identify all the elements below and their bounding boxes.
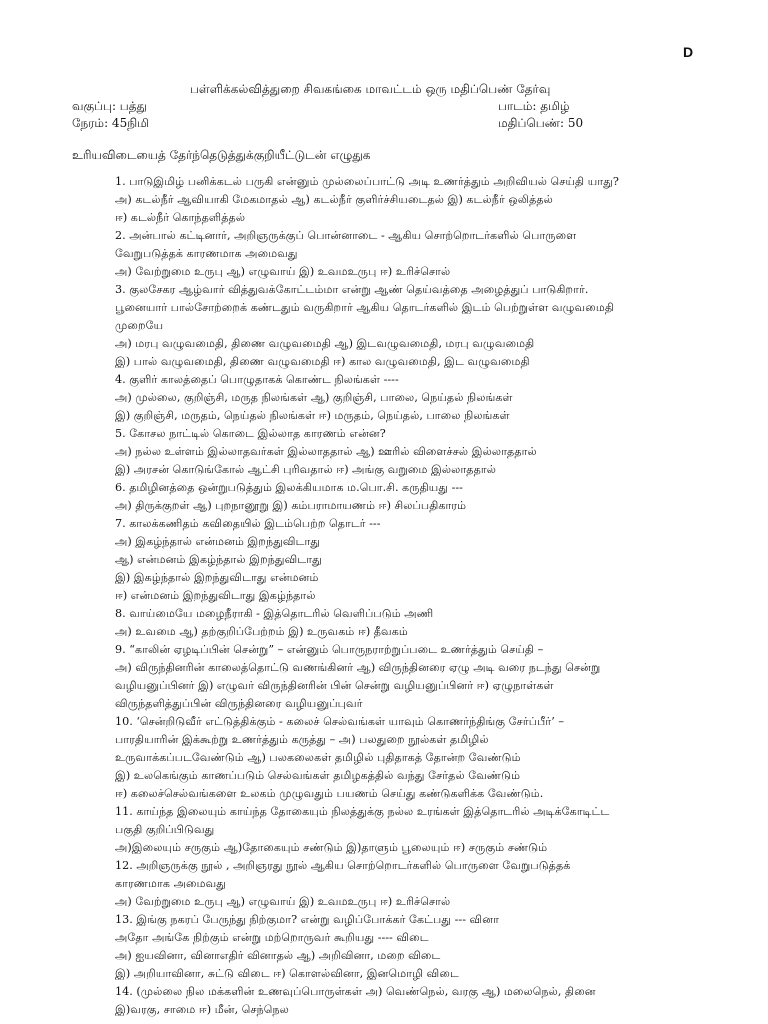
option-line: அ)இலையும் சருகும் ஆ)தோகையும் சண்டும் இ)தாளும் பூலையும் ஈ) சருகும் சண்டும்	[115, 841, 548, 854]
option-line: அ) நல்ல உள்ளம் இல்லாதவர்கள் இல்லாததால் ஆ) ஊரில் விளைச்சல் இல்லாததால்	[115, 445, 537, 458]
option-line: அ) ஐயவினா, வினாஎதிர் வினாதல் ஆ) அறிவினா, மறை விடை	[115, 949, 441, 962]
question-line: பூனையார் பால்சோற்றைக் கண்டதும் வருகிறார் ஆகிய தொடர்களில் இடம் பெற்றுள்ள வழுவமைதி	[115, 301, 614, 314]
option-line: இ) குறிஞ்சி, மருதம், நெய்தல் நிலங்கள் ஈ) மருதம், நெய்தல், பாலை நிலங்கள்	[115, 409, 510, 422]
option-line: அ) கடல்நீர் ஆவியாகி மேகமாதல் ஆ) கடல்நீர் குளிர்ச்சியடைதல் இ) கடல்நீர் ஒலித்தல்	[115, 193, 553, 206]
option-line: அ) முல்லை, குறிஞ்சி, மருத நிலங்கள் ஆ) குறிஞ்சி, பாலை, நெய்தல் நிலங்கள்	[115, 391, 513, 404]
question-line: 5. கோசல நாட்டில் கொடை இல்லாத காரணம் என்ன?	[115, 427, 386, 440]
time-label: நேரம்: 45நிமி	[72, 116, 149, 130]
subject-label: பாடம்: தமிழ்	[498, 99, 570, 113]
option-line: ஈ) கடல்நீர் கொந்தளித்தல்	[115, 211, 246, 224]
question-line: 14. (முல்லை நில மக்களின் உணவுப்பொருள்கள் அ) வெண்நெல், வரகு ஆ) மலைநெல், தினை	[115, 985, 596, 998]
option-line: ஆ) என்மனம் இகழ்ந்தால் இறந்துவிடாது	[115, 553, 322, 566]
option-line: அ) வேற்றுமை உருபு ஆ) எழுவாய் இ) உவமஉருபு ஈ) உரிச்சொல்	[115, 265, 451, 278]
option-line: உருவாக்கப்படவேண்டும் ஆ) பலகலைகள் தமிழில் புதிதாகத் தோன்ற வேண்டும்	[115, 751, 521, 764]
question-line: 1. பாடுஇமிழ் பனிக்கடல் பருகி என்னும் முல்லைப்பாட்டு அடி உணர்த்தும் அறிவியல் செய்தி யாது?	[115, 175, 619, 188]
option-line: இ) அரசன் கொடுங்கோல் ஆட்சி புரிவதால் ஈ) அங்கு வறுமை இல்லாததால்	[115, 463, 497, 476]
option-line: இ) உலகெங்கும் காணப்படும் செல்வங்கள் தமிழகத்தில் வந்து சேர்தல் வேண்டும்	[115, 769, 521, 782]
question-line: 8. வாய்மையே மழைநீராகி - இத்தொடரில் வெளிப்படும் அணி	[115, 607, 434, 620]
question-line: 6. தமிழினத்தை ஒன்றுபடுத்தும் இலக்கியமாக ம.பொ.சி. கருதியது ---	[115, 481, 463, 494]
option-line: விருந்தளித்துப்பின் விருந்தினரை வழியனுப்புவர்	[115, 697, 363, 710]
question-line: பகுதி குறிப்பிடுவது	[115, 823, 215, 836]
question-line: 7. காலக்கணிதம் கவிதையில் இடம்பெற்ற தொடர் ---	[115, 517, 381, 530]
option-line: இ) பால் வழுவமைதி, திணை வழுவமைதி ஈ) கால வழுவமைதி, இட வழுவமைதி	[115, 355, 530, 368]
question-line: காரணமாக அமைவது	[115, 877, 227, 890]
question-line: 12. அறிஞருக்கு நூல் , அறிஞரது நூல் ஆகிய சொற்றொடர்களில் பொருளை வேறுபடுத்தக்	[115, 859, 571, 872]
question-line: 11. காய்ந்த இலையும் காய்ந்த தோகையும் நிலத்துக்கு நல்ல உரங்கள் இத்தொடரில் அடிக்கோடிட்ட	[115, 805, 610, 818]
question-line: 3. குலசேகர ஆழ்வார் வித்துவக்கோட்டம்மா என்று ஆண் தெய்வத்தை அழைத்துப் பாடுகிறார்.	[115, 283, 589, 296]
question-line: வேறுபடுத்தக் காரணமாக அமைவது	[115, 247, 298, 260]
option-line: அ) உவமை ஆ) தற்குறிப்பேற்றம் இ) உருவகம் ஈ) தீவகம்	[115, 625, 408, 638]
question-line: 4. குளிர் காலத்தைப் பொழுதாகக் கொண்ட நிலங்கள் ----	[115, 373, 399, 386]
question-line: பாரதியாரின் இக்கூற்று உணர்த்தும் கருத்து – அ) பலதுறை நூல்கள் தமிழில்	[115, 733, 489, 746]
question-line: முறையே	[115, 319, 164, 332]
option-line: இ) அறியாவினா, சுட்டு விடை ஈ) கொளல்வினா, இனமொழி விடை	[115, 967, 459, 980]
marks-label: மதிப்பெண்: 50	[498, 116, 584, 130]
option-line: ஈ) கலைச்செல்வங்களை உலகம் முழுவதும் பயணம் செய்து கண்டுகளிக்க வேண்டும்.	[115, 787, 544, 800]
question-line: 13. இங்கு நகரப் பேருந்து நிற்குமா? என்று வழிப்போக்கர் கேட்பது --- வினா	[115, 913, 499, 926]
question-line: 10. ‘சென்றிடுவீர் எட்டுத்திக்கும் - கலைச் செல்வங்கள் யாவும் கொணர்ந்திங்கு சேர்ப்பீர்’ –	[115, 715, 564, 728]
question-line: 9. “காலின் ஏழடிப்பின் சென்று” – என்னும் பொருநராற்றுப்படை உணர்த்தும் செய்தி –	[115, 643, 544, 656]
option-line: ஈ) என்மனம் இறந்துவிடாது இகழ்ந்தால்	[115, 589, 316, 602]
exam-title: பள்ளிக்கல்வித்துறை சிவகங்கை மாவட்டம் ஒரு மதிப்பெண் தேர்வு	[190, 82, 551, 96]
set-letter: D	[683, 44, 694, 60]
question-line: அதோ அங்கே நிற்கும் என்று மற்றொருவர் கூறியது ---- விடை	[115, 931, 429, 944]
class-label: வகுப்பு: பத்து	[72, 99, 147, 113]
question-list	[115, 173, 725, 953]
option-line: அ) விருந்தினரின் காலைத்தொட்டு வணங்கினர் ஆ) விருந்தினரை ஏழு அடி வரை நடந்து சென்று	[115, 661, 601, 674]
option-line: இ)வரகு, சாமை ஈ) மீன், செந்நெல	[115, 1003, 289, 1016]
option-line: அ) மரபு வழுவமைதி, திணை வழுவமைதி ஆ) இடவழுவமைதி, மரபு வழுவமைதி	[115, 337, 535, 350]
option-line: வழியனுப்பினர் இ) எழுவர் விருந்தினரின் பின் சென்று வழியனுப்பினர் ஈ) ஏழுநாள்கள்	[115, 679, 554, 692]
option-line: அ) திருக்குறள் ஆ) புறநானூறு இ) கம்பராமாயணம் ஈ) சிலப்பதிகாரம்	[115, 499, 467, 512]
question-line: 2. அன்பால் கட்டினார், அறிஞருக்குப் பொன்னாடை - ஆகிய சொற்றொடர்களில் பொருளை	[115, 229, 577, 242]
option-line: இ) இகழ்ந்தால் இறந்துவிடாது என்மனம்	[115, 571, 319, 584]
option-line: அ) இகழ்ந்தால் என்மனம் இறந்துவிடாது	[115, 535, 321, 548]
option-line: அ) வேற்றுமை உருபு ஆ) எழுவாய் இ) உவமஉருபு ஈ) உரிச்சொல்	[115, 895, 451, 908]
instruction-heading: உரியவிடையைத் தேர்ந்தெடுத்துக்குறியீட்டுடன் எழுதுக	[72, 148, 371, 162]
